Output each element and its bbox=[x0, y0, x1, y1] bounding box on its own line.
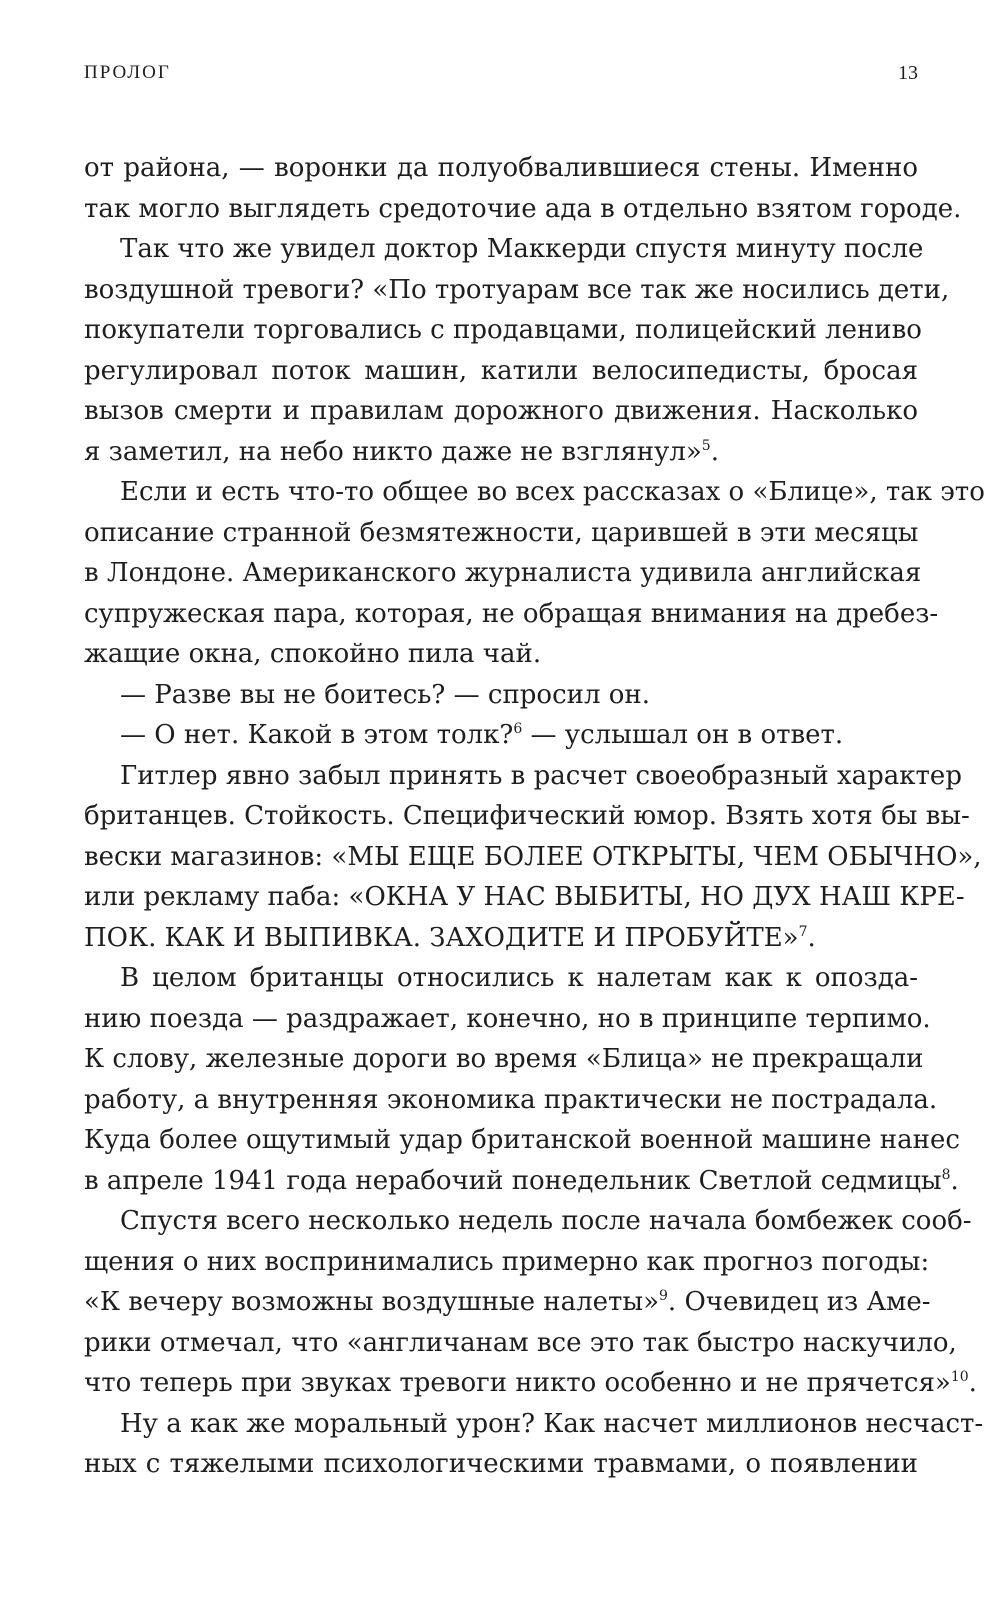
text-line bbox=[84, 148, 918, 189]
text-line bbox=[84, 999, 931, 1040]
line-text-tail: . bbox=[807, 922, 816, 953]
line-text: я заметил, на небо никто даже не взглянул» bbox=[84, 436, 702, 467]
text-line bbox=[84, 229, 924, 270]
text-line bbox=[84, 553, 922, 594]
text-line bbox=[84, 1282, 931, 1323]
line-text: так могло выглядеть средоточие ада в отдельно взятом городе. bbox=[84, 193, 962, 224]
text-line bbox=[84, 189, 962, 230]
text-line bbox=[84, 1242, 930, 1283]
text-line bbox=[84, 837, 982, 878]
footnote-ref: 7 bbox=[798, 923, 808, 940]
line-text: ПОК. КАК И ВЫПИВКА. ЗАХОДИТЕ И ПРОБУЙТЕ» bbox=[84, 922, 799, 953]
line-text: покупатели торговались с продавцами, полицейский лениво bbox=[84, 315, 922, 345]
line-text: в апреле 1941 года нерабочий понедельник Светлой седмицы bbox=[84, 1165, 942, 1196]
text-line bbox=[84, 1080, 938, 1121]
text-line bbox=[84, 1201, 972, 1242]
line-text: К слову, железные дороги во время «Блица» не прекращали bbox=[84, 1044, 924, 1074]
line-text: щения о них воспринимались примерно как прогноз погоды: bbox=[84, 1246, 930, 1277]
text-line bbox=[84, 1323, 957, 1364]
line-text: или рекламу паба: «ОКНА У НАС ВЫБИТЫ, НО ДУХ НАШ КРЕ- bbox=[84, 882, 965, 912]
text-line bbox=[84, 877, 965, 918]
text-line bbox=[84, 756, 962, 797]
text-line bbox=[84, 270, 950, 311]
text-line bbox=[84, 715, 918, 756]
text-line bbox=[84, 310, 922, 351]
line-text: воздушной тревоги? «По тротуарам все так же носились дети, bbox=[84, 274, 950, 305]
text-line bbox=[84, 796, 970, 837]
text-line bbox=[84, 1363, 977, 1404]
line-text: описание странной безмятежности, царившей в эти месяцы bbox=[84, 517, 919, 548]
text-line bbox=[84, 1120, 960, 1161]
text-line bbox=[84, 391, 918, 432]
line-text: вызов смерти и правилам дорожного движения. Насколько bbox=[84, 396, 918, 426]
footnote-ref: 10 bbox=[950, 1369, 969, 1385]
line-text: «К вечеру возможны воздушные налеты» bbox=[84, 1287, 659, 1317]
text-line bbox=[84, 634, 918, 675]
footnote-ref: 6 bbox=[513, 721, 523, 737]
line-text: работу, а внутренняя экономика практически не пострадала. bbox=[84, 1084, 938, 1115]
line-text: рики отмечал, что «англичанам все это так быстро наскучило, bbox=[84, 1327, 957, 1358]
line-text: — О нет. Какой в этом толк? bbox=[120, 720, 514, 750]
text-line bbox=[84, 1444, 918, 1485]
text-line bbox=[84, 1039, 924, 1080]
text-line bbox=[84, 513, 918, 554]
text-line bbox=[84, 432, 918, 473]
line-text: жащие окна, спокойно пила чай. bbox=[84, 639, 542, 669]
text-line bbox=[84, 918, 918, 959]
line-text: супружеская пара, которая, не обращая внимания на дребез- bbox=[84, 598, 939, 629]
line-text: Если и есть что-то общее во всех рассказах о «Блице», так это bbox=[120, 477, 985, 507]
line-text: в Лондоне. Американского журналиста удивила английская bbox=[84, 558, 922, 588]
line-text: Гитлер явно забыл принять в расчет своеобразный характер bbox=[120, 760, 962, 791]
line-text-tail: . Очевидец из Аме- bbox=[667, 1287, 931, 1317]
text-line bbox=[84, 594, 939, 635]
text-line bbox=[84, 675, 918, 716]
text-line bbox=[84, 958, 918, 999]
line-text: вески магазинов: «МЫ ЕЩЕ БОЛЕЕ ОТКРЫТЫ, ЧЕМ ОБЫЧНО», bbox=[84, 841, 982, 872]
line-text-tail: . bbox=[968, 1368, 977, 1398]
line-text-tail: . bbox=[710, 436, 719, 467]
line-text: В целом британцы относились к налетам как к опозда- bbox=[120, 963, 918, 993]
line-text: регулировал поток машин, катили велосипедисты, бросая bbox=[84, 355, 918, 386]
running-head: ПРОЛОГ bbox=[84, 62, 171, 83]
footnote-ref: 5 bbox=[701, 437, 711, 454]
line-text: что теперь при звуках тревоги никто особенно и не прячется» bbox=[84, 1368, 951, 1398]
text-line bbox=[84, 1404, 984, 1445]
body-text bbox=[84, 148, 985, 1485]
line-text: Куда более ощутимый удар британской военной машине нанес bbox=[84, 1125, 960, 1155]
footnote-ref: 9 bbox=[659, 1288, 668, 1304]
line-text: Так что же увидел доктор Маккерди спустя минуту после bbox=[120, 234, 924, 264]
line-text: — Разве вы не боитесь? — спросил он. bbox=[120, 679, 651, 710]
text-line bbox=[84, 1161, 959, 1202]
line-text-tail: . bbox=[950, 1165, 959, 1196]
page-header bbox=[84, 62, 918, 92]
line-text: ных с тяжелыми психологическими травмами, о появлении bbox=[84, 1449, 918, 1479]
line-text: британцев. Стойкость. Специфический юмор. Взять хотя бы вы- bbox=[84, 801, 970, 831]
footnote-ref: 8 bbox=[941, 1166, 951, 1183]
line-text: от района, — воронки да полуобвалившиеся стены. Именно bbox=[84, 153, 918, 183]
page-number: 13 bbox=[898, 62, 918, 84]
line-text: Спустя всего несколько недель после начала бомбежек сооб- bbox=[120, 1206, 972, 1236]
line-text: Ну а как же моральный урон? Как насчет миллионов несчаст- bbox=[120, 1408, 984, 1439]
text-line bbox=[84, 351, 918, 392]
line-text: нию поезда — раздражает, конечно, но в принципе терпимо. bbox=[84, 1003, 931, 1034]
line-text-tail: — услышал он в ответ. bbox=[522, 720, 844, 750]
text-line bbox=[84, 472, 985, 513]
